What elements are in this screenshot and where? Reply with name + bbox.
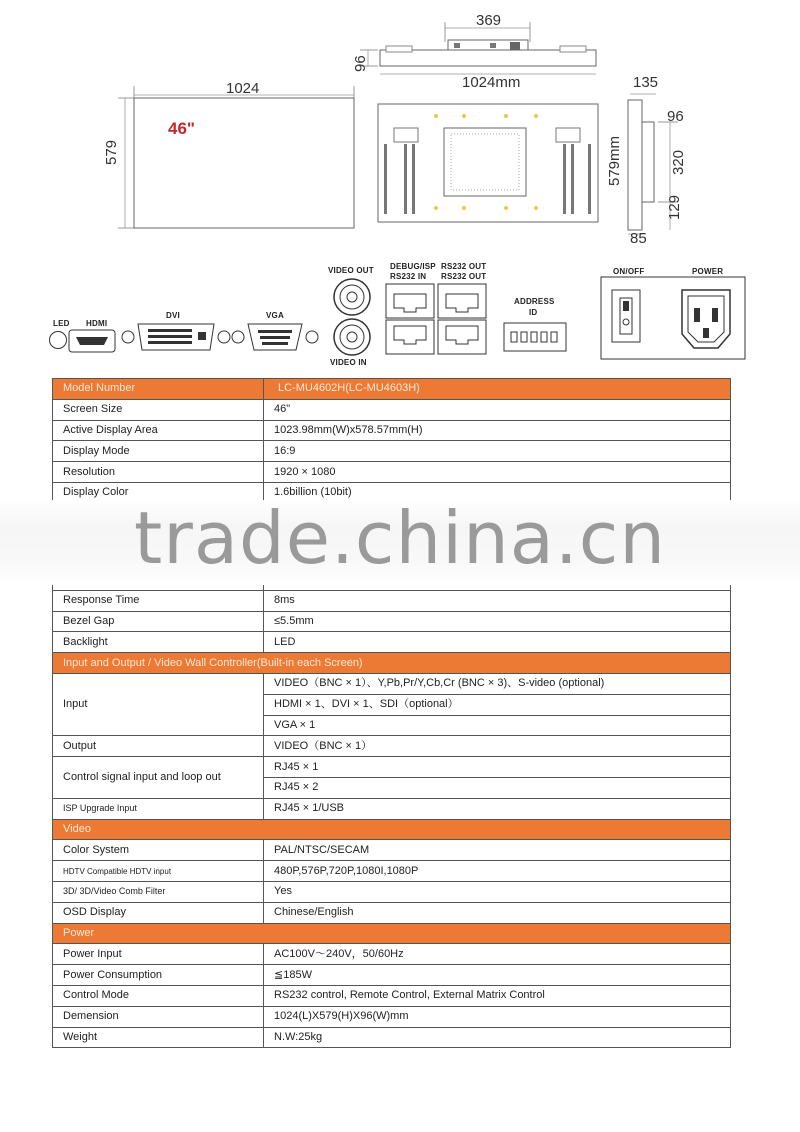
table-row (53, 399, 731, 420)
spec-value: 46" (264, 399, 731, 420)
spec-value: 1920 × 1080 (264, 462, 731, 483)
led-label: LED (53, 319, 70, 328)
spec-label: Weight (53, 1027, 264, 1048)
table-row (53, 736, 731, 757)
isp-value: RJ45 × 1/USB (264, 798, 731, 819)
video-section-title: Video (53, 819, 731, 840)
table-row (53, 881, 731, 902)
table-row (53, 757, 731, 778)
output-value: VIDEO（BNC × 1） (264, 736, 731, 757)
table-row (53, 1006, 731, 1027)
rj45-ports-icon (384, 282, 490, 356)
rear-view-drawing (374, 98, 606, 228)
table-row (53, 944, 731, 965)
side-foot-dim: 85 (630, 230, 647, 247)
io-section-title: Input and Output / Video Wall Controller(Built-in each Screen) (53, 653, 731, 674)
power-panel-icon (600, 276, 746, 360)
control-value: RJ45 × 1 (264, 757, 731, 778)
table-row (53, 965, 731, 986)
rear-view (374, 98, 606, 228)
control-value: RJ45 × 2 (264, 777, 731, 798)
spec-label: Response Time (53, 590, 264, 611)
power-label: POWER (692, 267, 724, 276)
vga-label: VGA (266, 311, 284, 320)
table-row (53, 798, 731, 819)
front-view (112, 80, 362, 230)
dvi-port-icon (120, 320, 232, 354)
vga-port-icon (230, 320, 320, 354)
table-row (53, 611, 731, 632)
top-depth-dim: 96 (352, 55, 369, 72)
dvi-label: DVI (166, 311, 180, 320)
table-row (53, 462, 731, 483)
isp-label: ISP Upgrade Input (53, 798, 264, 819)
spec-table (52, 378, 731, 1048)
table-row (53, 673, 731, 694)
bnc-out-icon (332, 277, 372, 317)
screen-size-mark: 46" (168, 119, 195, 138)
spec-label: Display Mode (53, 441, 264, 462)
spec-value: Chinese/English (264, 902, 731, 923)
table-row (53, 902, 731, 923)
spec-label: OSD Display (53, 902, 264, 923)
spec-label: Backlight (53, 632, 264, 653)
output-label: Output (53, 736, 264, 757)
table-row (53, 1027, 731, 1048)
spec-label: Resolution (53, 462, 264, 483)
spec-value: 1023.98mm(W)x578.57mm(H) (264, 420, 731, 441)
debug-isp-label: DEBUG/ISP (390, 262, 436, 271)
top-view-drawing (350, 12, 600, 82)
input-value: VGA × 1 (264, 715, 731, 736)
video-in-label: VIDEO IN (330, 358, 367, 367)
bnc-in-icon (332, 317, 372, 357)
spec-value: 16:9 (264, 441, 731, 462)
spec-value: AC100V〜240V，50/60Hz (264, 944, 731, 965)
input-value: VIDEO（BNC × 1）、Y,Pb,Pr/Y,Cb,Cr (BNC × 3)、S-video (optional) (264, 673, 731, 694)
top-width-dim: 1024mm (462, 74, 521, 91)
front-height-dim: 579 (103, 139, 120, 165)
rs232-out-label-top: RS232 OUT (441, 262, 487, 271)
table-row (53, 861, 731, 882)
spec-label: HDTV Compatible HDTV input (53, 861, 264, 882)
spec-label: Control Mode (53, 985, 264, 1006)
spec-value: Yes (264, 881, 731, 902)
video-out-label: VIDEO OUT (328, 266, 374, 275)
spec-value: 1024(L)X579(H)X96(W)mm (264, 1006, 731, 1027)
spec-value: 480P,576P,720P,1080I,1080P (264, 861, 731, 882)
spec-label: 3D/ 3D/Video Comb Filter (53, 881, 264, 902)
side-bracket-dim: 96 (667, 108, 684, 125)
control-label: Control signal input and loop out (53, 757, 264, 799)
front-view-drawing (112, 80, 362, 230)
id-label: ID (529, 308, 538, 317)
power-section-header (53, 923, 731, 944)
top-bracket-dim: 369 (476, 12, 502, 29)
table-row (53, 840, 731, 861)
table-row (53, 420, 731, 441)
watermark-text: trade.china.cn (134, 496, 666, 580)
spec-value: ≦185W (264, 965, 731, 986)
spec-value: RS232 control, Remote Control, External Matrix Control (264, 985, 731, 1006)
spec-value: LED (264, 632, 731, 653)
rs232-in-label: RS232 IN (390, 272, 427, 281)
hdmi-label: HDMI (86, 319, 108, 328)
model-value: LC-MU4602H(LC-MU4603H) (264, 379, 731, 400)
table-row (53, 632, 731, 653)
rear-height-dim: 579mm (606, 135, 623, 186)
spec-label: Power Input (53, 944, 264, 965)
rs232-out-label: RS232 OUT (441, 272, 487, 281)
power-section-title: Power (53, 923, 731, 944)
on-off-label: ON/OFF (613, 267, 645, 276)
led-indicator (49, 331, 67, 349)
spec-value: PAL/NTSC/SECAM (264, 840, 731, 861)
top-view (350, 12, 600, 82)
side-depth-dim: 135 (633, 74, 659, 91)
address-label: ADDRESS (514, 297, 555, 306)
spec-label: Demension (53, 1006, 264, 1027)
side-mount-dim: 320 (670, 149, 687, 175)
spec-label: Display Color (53, 482, 264, 503)
spec-value: N.W:25kg (264, 1027, 731, 1048)
address-switch-icon (503, 322, 567, 352)
io-section-header (53, 653, 731, 674)
spec-value: 1.6billion (10bit) (264, 482, 731, 503)
table-row (53, 441, 731, 462)
spec-label: Screen Size (53, 399, 264, 420)
spec-label: Power Consumption (53, 965, 264, 986)
spec-label: Bezel Gap (53, 611, 264, 632)
model-row (53, 379, 731, 400)
model-label: Model Number (53, 379, 264, 400)
spec-value: 8ms (264, 590, 731, 611)
front-width-dim: 1024 (226, 80, 260, 97)
side-bottom-dim: 129 (666, 194, 683, 220)
hdmi-port-icon (68, 329, 116, 353)
spec-value: ≤5.5mm (264, 611, 731, 632)
spec-label: Color System (53, 840, 264, 861)
input-label: Input (53, 673, 264, 735)
video-section-header (53, 819, 731, 840)
table-row (53, 985, 731, 1006)
spec-label: Active Display Area (53, 420, 264, 441)
input-value: HDMI × 1、DVI × 1、SDI（optional） (264, 694, 731, 715)
table-row (53, 590, 731, 611)
